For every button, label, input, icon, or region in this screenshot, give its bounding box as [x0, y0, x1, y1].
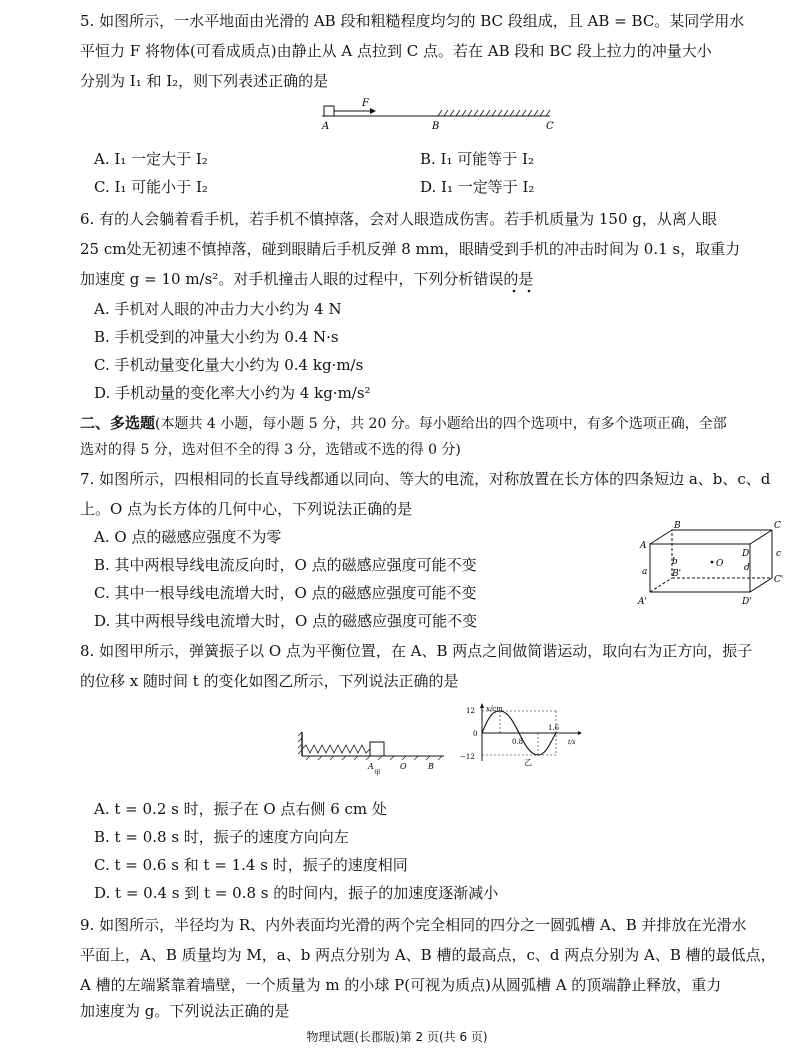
q8-option-d[interactable]: D. t = 0.4 s 到 t = 0.8 s 的时间内，振子的加速度逐渐减小: [94, 884, 499, 902]
q6-option-c[interactable]: C. 手机动量变化量大小约为 0.4 kg·m/s: [94, 356, 364, 374]
q7-option-d[interactable]: D. 其中两根导线电流增大时，O 点的磁感应强度可能不变: [94, 612, 478, 630]
q5-rough-hatch: [438, 110, 550, 116]
q5-label-A: A: [322, 121, 330, 132]
q7-line2: 上。O 点为长方体的几何中心，下列说法正确的是: [80, 500, 413, 518]
section2-header: [80, 414, 727, 433]
q7-option-a[interactable]: A. O 点的磁感应强度不为零: [94, 528, 282, 546]
q8-option-b[interactable]: B. t = 0.8 s 时，振子的速度方向向左: [94, 828, 349, 846]
q5-line2: 平恒力 F 将物体(可看成质点)由静止从 A 点拉到 C 点。若在 AB 段和 BC 段上拉力的冲量大小: [80, 42, 712, 60]
q9-line2: 平面上，A、B 质量均为 M，a、b 两点分别为 A、B 槽的最高点，c、d 两点分别为 A、B 槽的最低点，: [80, 946, 776, 964]
figure-label: a: [642, 567, 648, 577]
q6-option-a[interactable]: A. 手机对人眼的冲击力大小约为 4 N: [94, 300, 342, 318]
page-footer: 物理试题(长郡版)第 2 页(共 6 页): [306, 1030, 488, 1044]
figure-label: C': [774, 575, 784, 585]
figure-label: 乙: [524, 758, 532, 767]
figure-label: A': [638, 597, 647, 607]
figure-label: B: [428, 762, 434, 771]
q7-option-b[interactable]: B. 其中两根导线电流反向时，O 点的磁感应强度可能不变: [94, 556, 477, 574]
q7-line1: 7. 如图所示，四根相同的长直导线都通以同向、等大的电流，对称放置在长方体的四条短边 a、b、c、d: [80, 470, 771, 488]
q7-center-point: [711, 561, 714, 564]
q6-line2: 25 cm处无初速不慎掉落，碰到眼睛后手机反弹 8 mm，眼睛受到手机的冲击时间为 0.1 s，取重力: [80, 240, 741, 258]
q8-spring: [302, 745, 370, 753]
q5-line3: 分别为 I₁ 和 I₂，则下列表述正确的是: [80, 72, 329, 90]
q8-oscillator: [370, 742, 384, 756]
q8-line1: 8. 如图甲所示，弹簧振子以 O 点为平衡位置，在 A、B 两点之间做简谐运动，取向右为正方向，振子: [80, 642, 753, 660]
figure-label: 0: [473, 730, 478, 738]
section2-desc1: (本题共 4 小题，每小题 5 分，共 20 分。每小题给出的四个选项中，有多个选项正确，全部: [155, 416, 727, 432]
figure-label: B: [674, 521, 681, 531]
q8-option-c[interactable]: C. t = 0.6 s 和 t = 1.4 s 时，振子的速度相同: [94, 856, 408, 874]
figure-label: 0.8: [512, 738, 524, 746]
figure-label: −12: [460, 753, 475, 761]
section2-title: 二、多选题: [80, 414, 156, 432]
q9-line1: 9. 如图所示，半径均为 R、内外表面均光滑的两个完全相同的四分之一圆弧槽 A、B 并排放在光滑水: [80, 916, 747, 934]
q9-line3: A 槽的左端紧靠着墙壁，一个质量为 m 的小球 P(可视为质点)从圆弧槽 A 的顶端静止释放，重力: [80, 976, 722, 994]
q6-line1: 6. 有的人会躺着看手机，若手机不慎掉落，会对人眼造成伤害。若手机质量为 150 g，从离人眼: [80, 210, 717, 228]
q5-label-B: B: [432, 121, 440, 132]
q5-option-c[interactable]: C. I₁ 可能小于 I₂: [94, 178, 208, 196]
q5-label-F: F: [362, 98, 369, 109]
figure-label: c: [776, 549, 782, 559]
figure-label: x/cm: [486, 705, 503, 713]
q5-block: [324, 106, 334, 116]
q8-xt-graph: [460, 703, 590, 765]
q9-line4: 加速度为 g。下列说法正确的是: [80, 1002, 290, 1020]
figure-label: d: [744, 563, 750, 573]
q7-option-c[interactable]: C. 其中一根导线电流增大时，O 点的磁感应强度可能不变: [94, 584, 477, 602]
figure-label: D': [742, 597, 752, 607]
q6-option-d[interactable]: D. 手机动量的变化率大小约为 4 kg·m/s²: [94, 384, 371, 402]
q5-option-d[interactable]: D. I₁ 一定等于 I₂: [420, 178, 535, 196]
q6-option-b[interactable]: B. 手机受到的冲量大小约为 0.4 N·s: [94, 328, 339, 346]
q8-spring-figure: [298, 728, 448, 776]
figure-label: t/s: [568, 739, 576, 746]
figure-label: b: [672, 557, 678, 567]
q5-option-a[interactable]: A. I₁ 一定大于 I₂: [94, 150, 208, 168]
section2-desc2: 选对的得 5 分，选对但不全的得 3 分，选错或不选的得 0 分): [80, 442, 461, 458]
figure-label: B': [672, 569, 682, 579]
figure-label: O: [400, 762, 407, 771]
q5-figure: [318, 98, 558, 138]
q5-label-C: C: [546, 121, 554, 132]
figure-label: A: [640, 541, 647, 551]
q7-cuboid-figure: [636, 520, 786, 610]
figure-label: D: [742, 549, 750, 559]
q8-line2: 的位移 x 随时间 t 的变化如图乙所示，下列说法正确的是: [80, 672, 459, 690]
emphasis-dots: [508, 288, 538, 294]
q8-option-a[interactable]: A. t = 0.2 s 时，振子在 O 点右侧 6 cm 处: [94, 800, 387, 818]
q5-option-b[interactable]: B. I₁ 可能等于 I₂: [420, 150, 534, 168]
figure-label: O: [716, 559, 724, 569]
figure-label: A: [368, 762, 374, 771]
figure-label: C: [774, 521, 781, 531]
q5-line1: 5. 如图所示，一水平地面由光滑的 AB 段和粗糙程度均匀的 BC 段组成，且 AB = BC。某同学用水: [80, 12, 745, 30]
figure-label: 甲: [374, 769, 381, 777]
figure-label: 12: [466, 707, 475, 715]
q6-line3: 加速度 g = 10 m/s²。对手机撞击人眼的过程中，下列分析错误的是: [80, 270, 534, 288]
figure-label: 1.6: [548, 724, 560, 732]
